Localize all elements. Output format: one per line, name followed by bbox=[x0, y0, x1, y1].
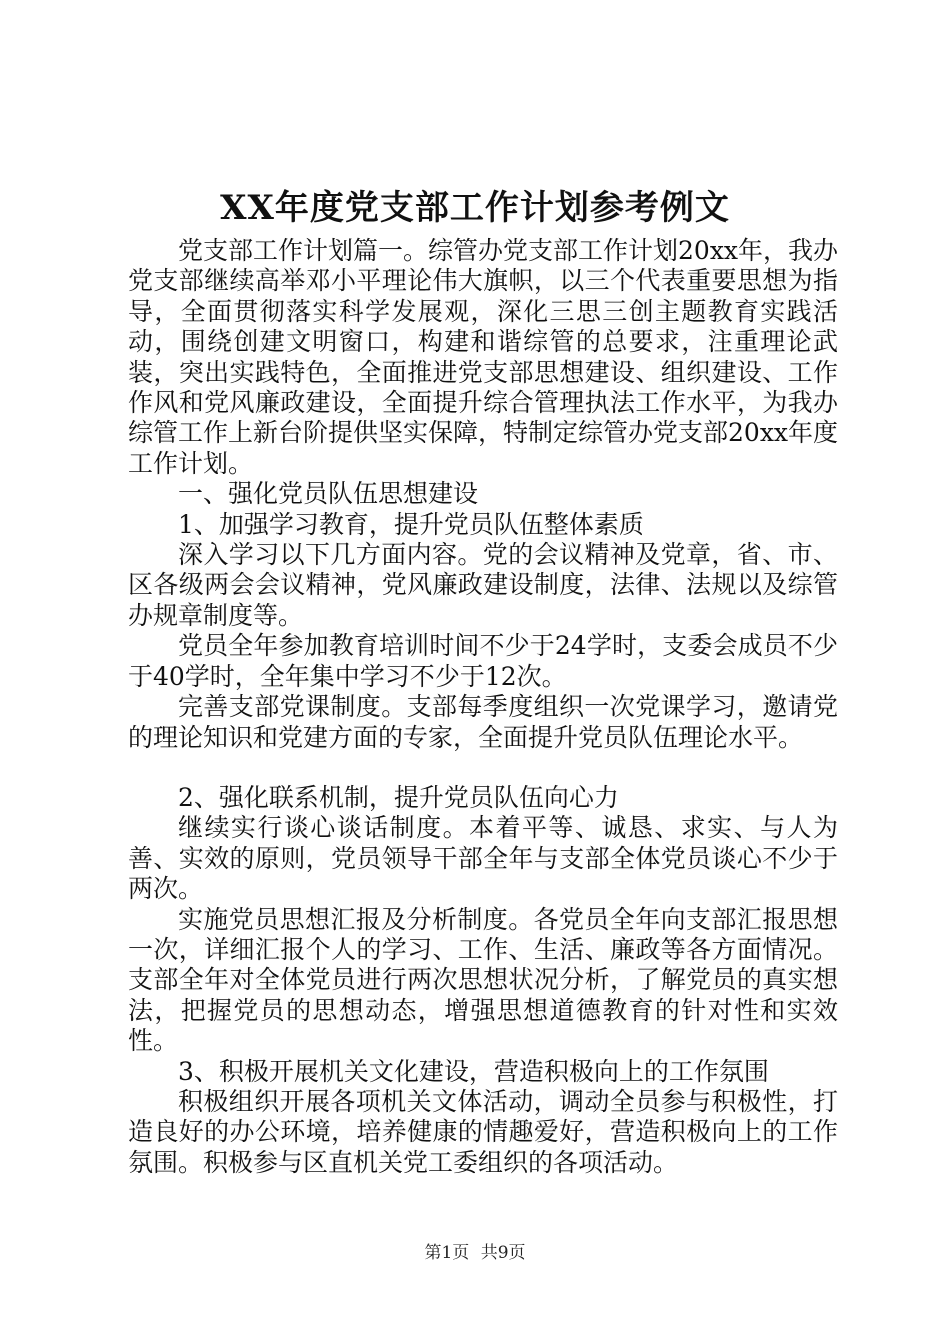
subsection-heading-1: 1、加强学习教育，提升党员队伍整体素质 bbox=[178, 509, 644, 539]
paragraph-thought-report: 实施党员思想汇报及分析制度。各党员全年向支部汇报思想一次，详细汇报个人的学习、工作、生活、廉政等各方面情况。支部全年对全体党员进行两次思想状况分析，了解党员的真实想法，把握党员的思想动态，增强思想道德教育的针对性和实效性。 bbox=[128, 904, 838, 1056]
paragraph-intro: 党支部工作计划篇一。综管办党支部工作计划20xx年，我办党支部继续高举邓小平理论伟大旗帜，以三个代表重要思想为指导，全面贯彻落实科学发展观，深化三思三创主题教育实践活动，围绕创建文明窗口，构建和谐综管的总要求，注重理论武装，突出实践特色，全面推进党支部思想建设、组织建设、工作作风和党风廉政建设，全面提升综合管理执法工作水平，为我办综管工作上新台阶提供坚实保障，特制定综管办党支部20xx年度工作计划。 bbox=[128, 236, 839, 478]
section-heading-1: 一、强化党员队伍思想建设 bbox=[178, 479, 479, 509]
page-number: 第1页 bbox=[424, 1243, 470, 1263]
subsection-heading-3: 3、积极开展机关文化建设，营造积极向上的工作氛围 bbox=[178, 1056, 769, 1086]
paragraph-training-hours: 党员全年参加教育培训时间不少于24学时，支委会成员不少于40学时，全年集中学习不少于12次。 bbox=[128, 631, 838, 691]
document-body bbox=[128, 236, 838, 1178]
paragraph-study-content: 深入学习以下几方面内容。党的会议精神及党章，省、市、区各级两会会议精神，党风廉政建设制度，法律、法规以及综管办规章制度等。 bbox=[128, 540, 838, 630]
page-footer bbox=[0, 1241, 950, 1265]
paragraph-culture-activities: 积极组织开展各项机关文体活动，调动全员参与积极性，打造良好的办公环境，培养健康的情趣爱好，营造积极向上的工作氛围。积极参与区直机关党工委组织的各项活动。 bbox=[128, 1086, 838, 1177]
page-total: 共9页 bbox=[480, 1243, 526, 1263]
document-title: XX年度党支部工作计划参考例文 bbox=[220, 188, 730, 228]
paragraph-heart-talk: 继续实行谈心谈话制度。本着平等、诚恳、求实、与人为善、实效的原则，党员领导干部全年与支部全体党员谈心不少于两次。 bbox=[128, 813, 838, 904]
subsection-heading-2: 2、强化联系机制，提升党员队伍向心力 bbox=[178, 782, 619, 812]
paragraph-party-lecture: 完善支部党课制度。支部每季度组织一次党课学习，邀请党的理论知识和党建方面的专家，全面提升党员队伍理论水平。 bbox=[128, 692, 838, 752]
